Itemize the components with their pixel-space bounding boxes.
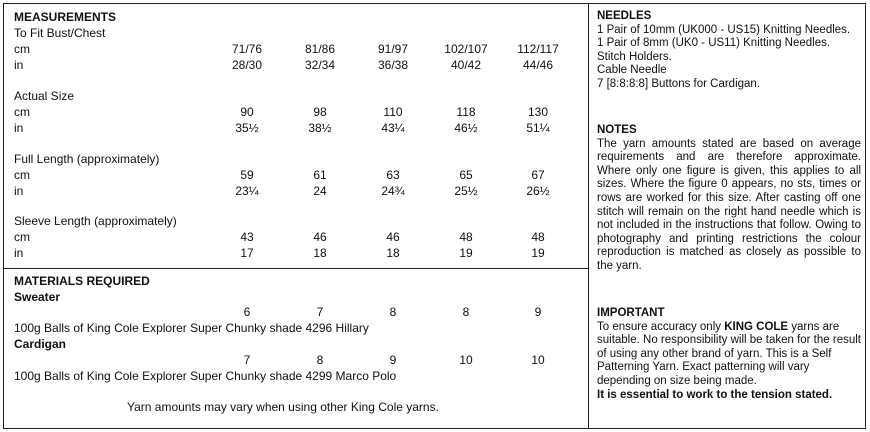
measurement-cell: 65 — [459, 168, 473, 182]
measurement-row-label: cm — [14, 168, 30, 182]
measurement-cell: 110 — [383, 105, 403, 119]
measurement-row-label: in — [14, 184, 24, 198]
measurement-cell: 36/38 — [377, 58, 409, 72]
important-text-pre: To ensure accuracy only — [597, 320, 725, 333]
measurement-cell: 17 — [240, 246, 254, 260]
measurement-cell: 23¼ — [235, 184, 259, 198]
important-title: IMPORTANT — [597, 307, 665, 319]
measurement-row-label: cm — [14, 42, 30, 56]
measurement-cell: 35½ — [235, 121, 259, 135]
cardigan-description: 100g Balls of King Cole Explorer Super Chunky shade 4299 Marco Polo — [14, 369, 397, 383]
measurement-cell: 90 — [240, 105, 254, 119]
measurement-cell: 51¼ — [526, 121, 550, 135]
material-quantity-cell: 9 — [389, 353, 397, 367]
measurement-cell: 46½ — [454, 121, 478, 135]
needles-line: 1 Pair of 10mm (UK000 - US15) Knitting Needles. — [597, 23, 851, 36]
measurement-cell: 118 — [456, 105, 476, 119]
measurement-cell: 28/30 — [231, 58, 263, 72]
measurement-cell: 18 — [386, 246, 400, 260]
measurement-cell: 25½ — [454, 184, 478, 198]
measurement-row-label: Full Length (approximately) — [14, 152, 160, 166]
notes-text: The yarn amounts stated are based on average requirements and are therefore approximate. Where only one figure is given, this applies to all sizes. Where the figure 0 appears, no sts, times or rows are worked for this size. After casting off one stitch will remain on the right hand needle which is not included in the instructions that follow. Owing to photography and printing restrictions the colour reproduction is matched as closely as possible to the yarn. — [597, 137, 861, 272]
measurement-row-label: in — [14, 121, 24, 135]
sweater-description: 100g Balls of King Cole Explorer Super Chunky shade 4296 Hillary — [14, 321, 369, 335]
measurement-cell: 24 — [313, 184, 327, 198]
important-section — [597, 307, 861, 402]
measurement-row-label: cm — [14, 230, 30, 244]
measurement-cell: 43¼ — [381, 121, 405, 135]
measurement-cell: 46 — [313, 230, 327, 244]
measurement-cell: 43 — [240, 230, 254, 244]
needles-line: Stitch Holders. — [597, 50, 672, 63]
measurement-cell: 63 — [386, 168, 400, 182]
measurement-cell: 46 — [386, 230, 400, 244]
cardigan-label: Cardigan — [14, 337, 67, 351]
measurement-cell: 71/76 — [231, 42, 263, 56]
yarn-footer-note: Yarn amounts may vary when using other King Cole yarns. — [127, 400, 439, 414]
measurement-cell: 26½ — [526, 184, 550, 198]
material-quantity-cell: 6 — [243, 305, 251, 319]
measurement-cell: 98 — [313, 105, 327, 119]
measurement-row-label: in — [14, 58, 24, 72]
material-quantity-cell: 9 — [534, 305, 542, 319]
column-divider — [588, 3, 589, 429]
measurement-cell: 18 — [313, 246, 327, 260]
section-divider — [3, 268, 589, 269]
materials-title: MATERIALS REQUIRED — [14, 274, 150, 288]
measurement-row-label: in — [14, 246, 24, 260]
needles-section — [597, 10, 861, 92]
material-quantity-cell: 8 — [316, 353, 324, 367]
material-quantity-cell: 8 — [389, 305, 397, 319]
measurement-row-label: Actual Size — [14, 89, 75, 103]
material-quantity-cell: 10 — [531, 353, 545, 367]
measurement-cell: 102/107 — [444, 42, 488, 56]
important-text-post: yarns are suitable. No responsibility will be taken for the result of using any other brand of yarn. This is a Self Patterning Yarn. Exact patterning will vary depending on size being made. — [597, 320, 861, 387]
needles-line: 7 [8:8:8:8] Buttons for Cardigan. — [597, 77, 761, 90]
measurements-title: MEASUREMENTS — [14, 10, 117, 24]
sweater-label: Sweater — [14, 290, 61, 304]
measurement-cell: 19 — [531, 246, 545, 260]
measurement-cell: 67 — [531, 168, 545, 182]
notes-title: NOTES — [597, 124, 637, 136]
measurement-cell: 44/46 — [522, 58, 554, 72]
material-quantity-cell: 10 — [459, 353, 473, 367]
measurement-row-label: cm — [14, 105, 30, 119]
material-quantity-cell: 8 — [462, 305, 470, 319]
needles-title: NEEDLES — [597, 10, 652, 22]
measurement-cell: 24¾ — [381, 184, 405, 198]
measurement-cell: 112/117 — [517, 42, 559, 56]
measurement-row-label: To Fit Bust/Chest — [14, 26, 106, 40]
measurement-cell: 59 — [240, 168, 254, 182]
material-quantity-cell: 7 — [243, 353, 251, 367]
measurement-cell: 48 — [531, 230, 545, 244]
measurement-cell: 81/86 — [304, 42, 336, 56]
important-brand: KING COLE — [724, 320, 789, 333]
measurement-cell: 130 — [527, 105, 549, 119]
needles-line: Cable Needle — [597, 64, 667, 77]
important-final: It is essential to work to the tension stated. — [597, 388, 833, 401]
measurement-cell: 91/97 — [377, 42, 409, 56]
needles-line: 1 Pair of 8mm (UK0 - US11) Knitting Needles. — [597, 37, 831, 50]
measurement-cell: 48 — [459, 230, 473, 244]
measurement-cell: 19 — [459, 246, 473, 260]
measurement-cell: 38½ — [308, 121, 332, 135]
measurement-cell: 40/42 — [450, 58, 482, 72]
measurement-cell: 61 — [313, 168, 327, 182]
notes-section — [597, 124, 861, 274]
important-text — [597, 321, 861, 389]
needles-list — [597, 24, 861, 92]
measurement-row-label: Sleeve Length (approximately) — [14, 214, 177, 228]
measurement-cell: 32/34 — [304, 58, 336, 72]
material-quantity-cell: 7 — [316, 305, 324, 319]
